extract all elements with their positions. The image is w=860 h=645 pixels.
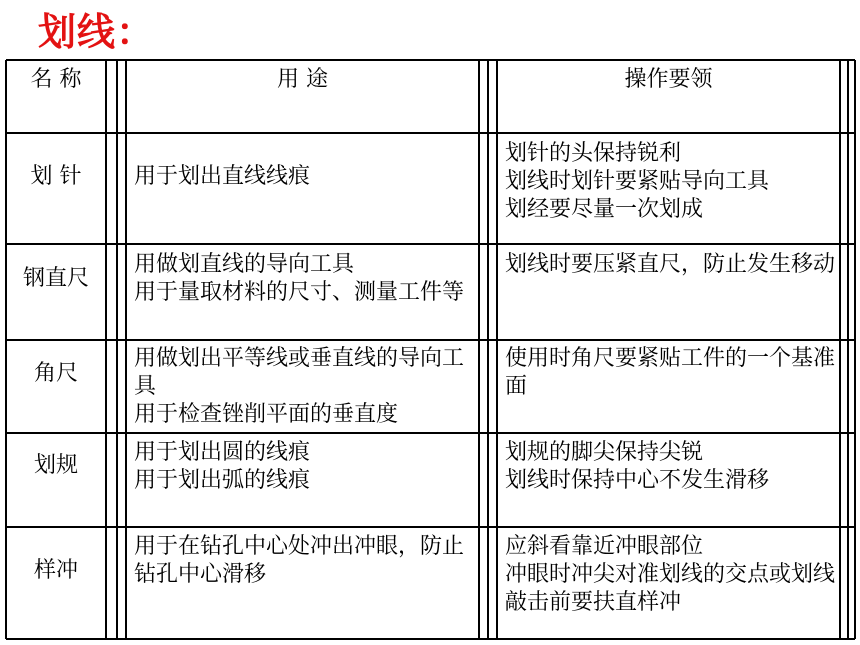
row-2-name: 钢直尺 [22, 266, 89, 291]
row-2-use: 用做划直线的导向工具 用于量取材料的尺寸、测量工件等 [134, 252, 465, 305]
header-method: 操作要领 [624, 67, 713, 92]
row-4-method: 划规的脚尖保持尖锐 划线时保持中心不发生滑移 [505, 440, 770, 493]
row-1-method: 划针的头保持锐利 划线时划针要紧贴导向工具 划经要尽量一次划成 [505, 141, 770, 222]
header-use: 用 途 [277, 67, 328, 92]
row-1-name: 划 针 [30, 164, 82, 189]
row-5-method: 应斜看靠近冲眼部位 冲眼时冲尖对准划线的交点或划线 敲击前要扶直样冲 [505, 534, 836, 615]
row-3-method: 使用时角尺要紧贴工件的一个基准面 [505, 346, 836, 399]
row-1-use: 用于划出直线线痕 [134, 164, 311, 189]
page-title: 划线： [38, 10, 156, 54]
row-4-name: 划规 [33, 453, 78, 478]
row-4-use: 用于划出圆的线痕 用于划出弧的线痕 [134, 440, 311, 493]
row-5-use: 用于在钻孔中心处冲出冲眼，防止钻孔中心滑移 [134, 534, 465, 587]
header-name: 名 称 [30, 67, 82, 92]
row-5-name: 样冲 [33, 558, 78, 583]
row-3-name: 角尺 [33, 361, 78, 386]
row-3-use: 用做划出平等线或垂直线的导向工具 用于检查锉削平面的垂直度 [134, 346, 465, 427]
row-2-method: 划线时要压紧直尺，防止发生移动 [505, 252, 836, 277]
